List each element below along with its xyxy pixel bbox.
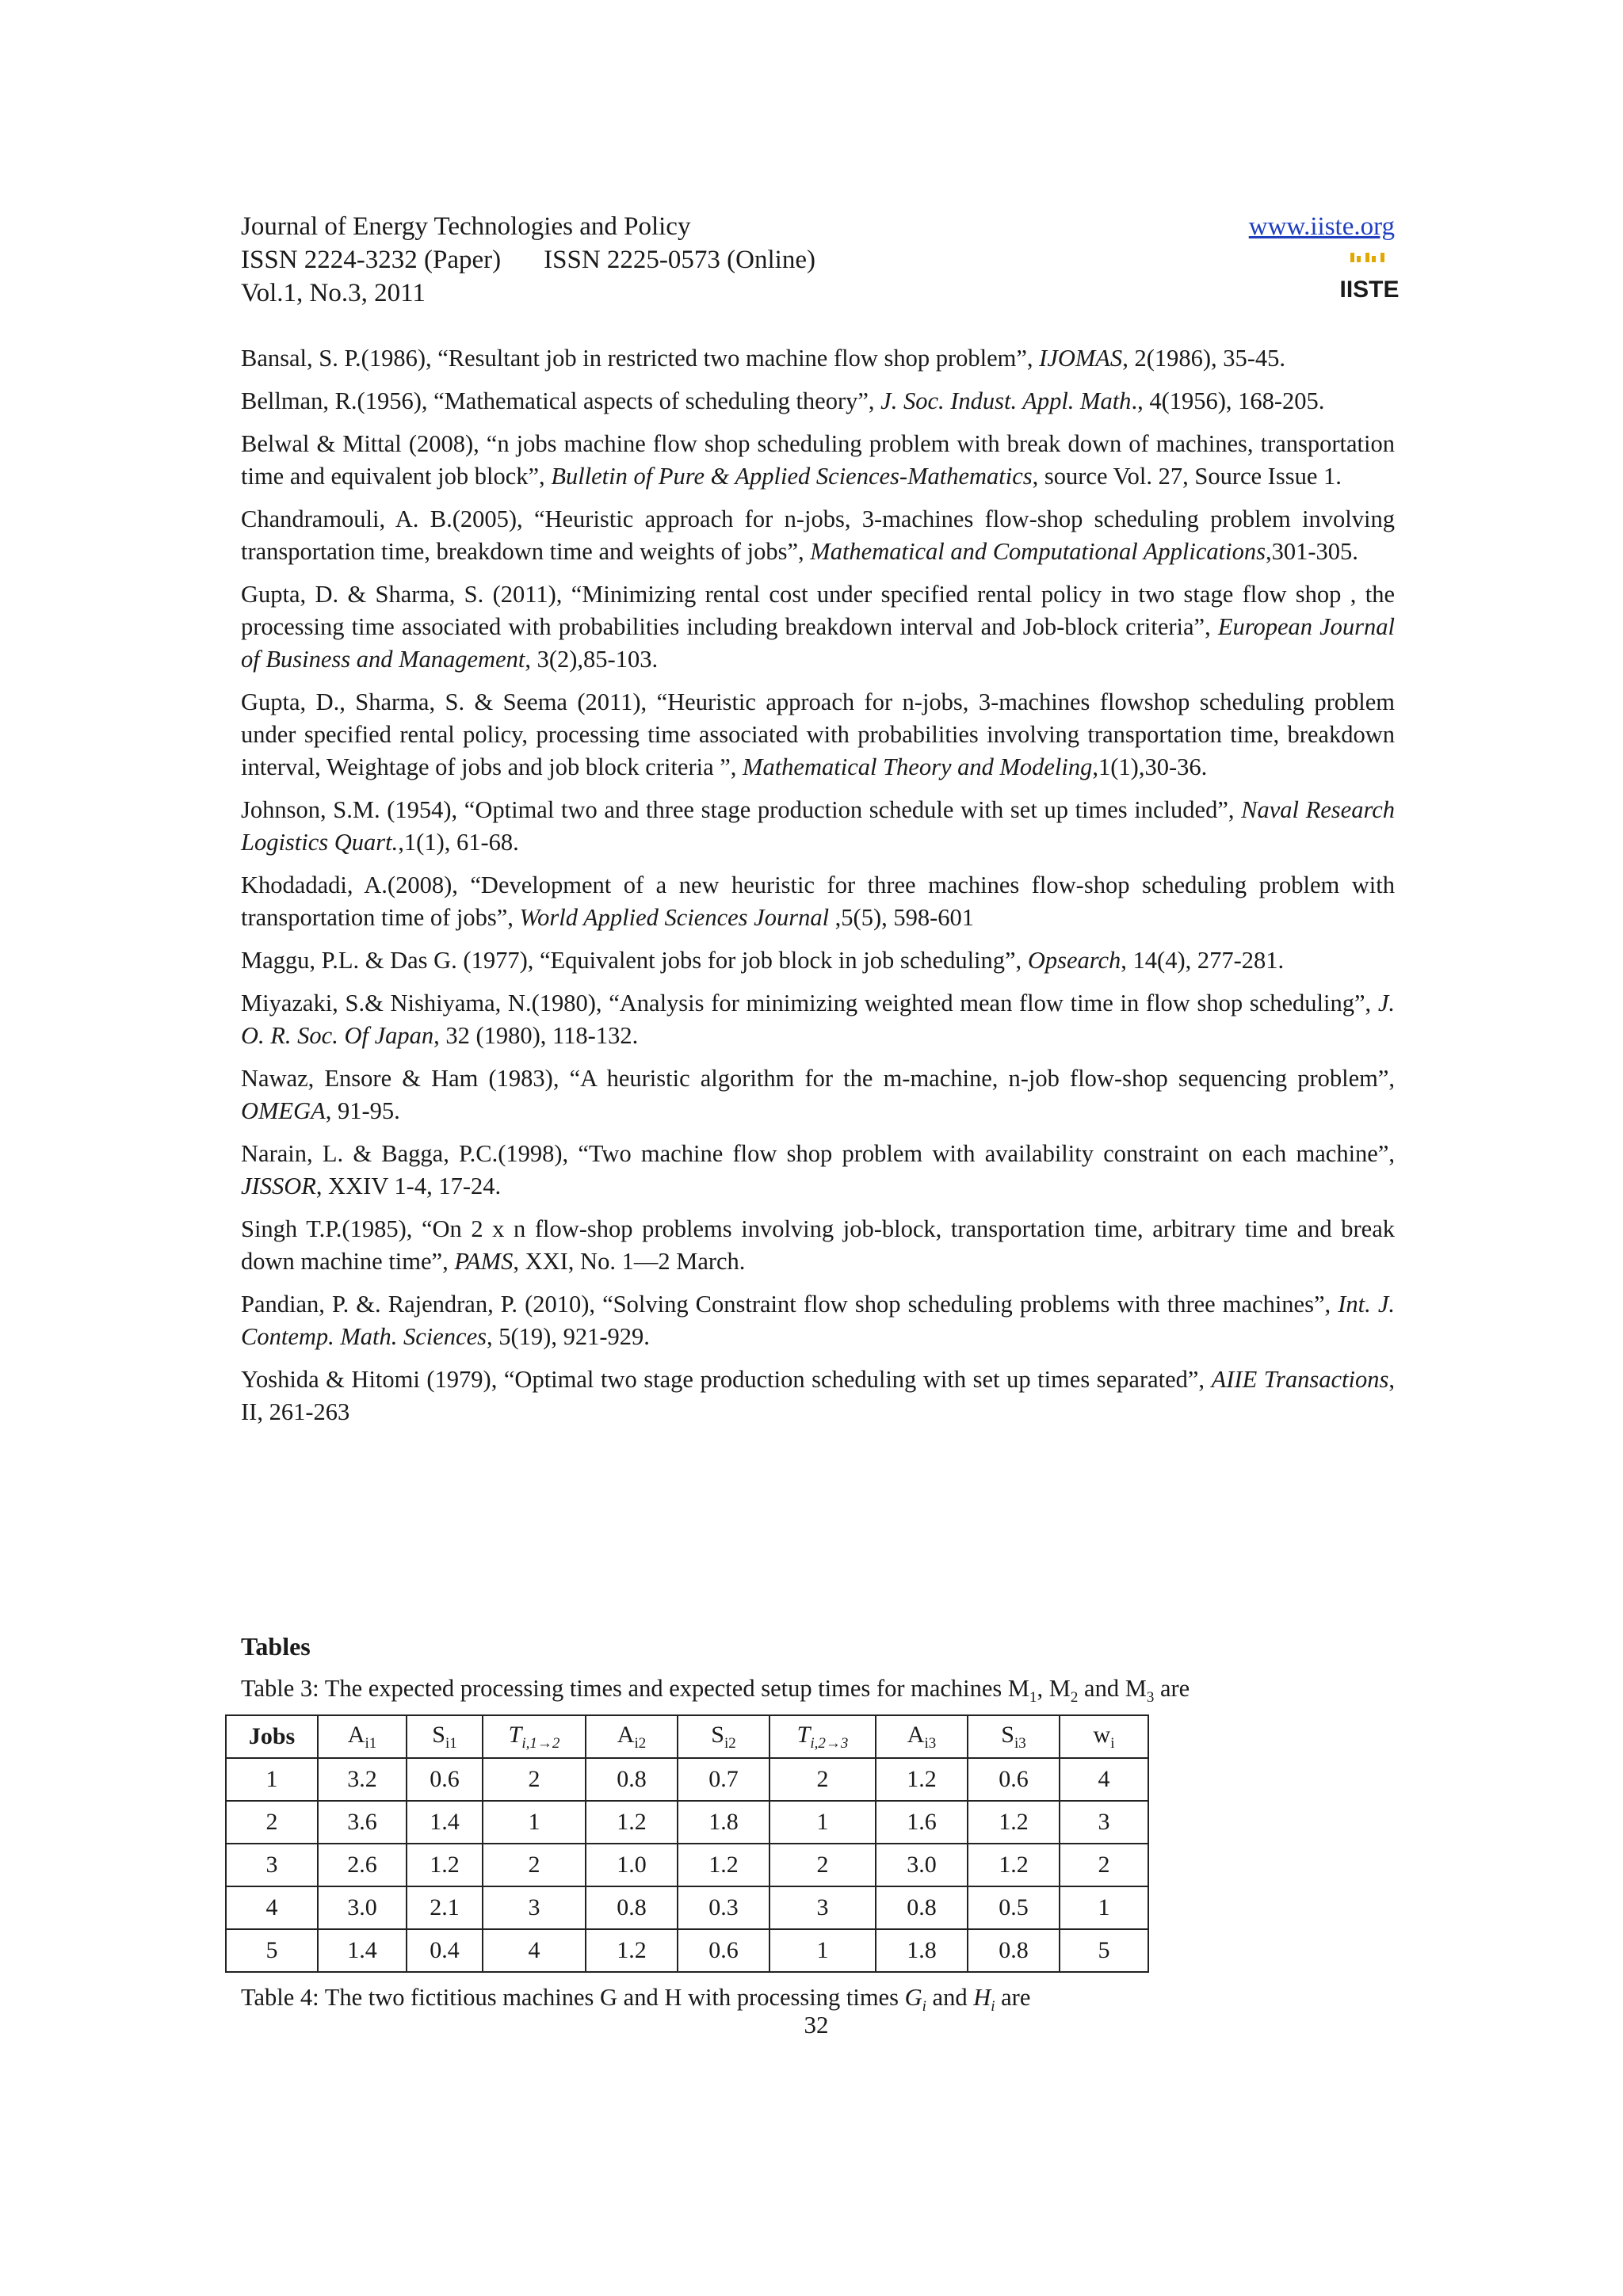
reference-text: , 91-95.	[325, 1097, 400, 1124]
table-cell: 0.5	[968, 1886, 1060, 1929]
iiste-logo	[1339, 251, 1400, 303]
header-symbol: A	[907, 1721, 925, 1748]
table3-header-cell	[968, 1715, 1060, 1758]
reference-source: Opsearch	[1027, 947, 1121, 974]
reference-text: Chandramouli, A. B.(2005), “Heuristic approach for n-jobs, 3-machines flow-shop scheduling problem involving transportation time, breakdown time and weights of jobs”,	[241, 505, 1395, 565]
reference-text: , 5(19), 921-929.	[487, 1323, 650, 1350]
reference-text: Bellman, R.(1956), “Mathematical aspects of scheduling theory”,	[241, 387, 881, 414]
table3-header-cell	[678, 1715, 769, 1758]
table-cell: 4	[226, 1886, 318, 1929]
table-cell: 5	[226, 1929, 318, 1972]
reference-source: J. O. R. Soc. Of Japan	[241, 990, 1395, 1049]
reference-text: Gupta, D. & Sharma, S. (2011), “Minimizing rental cost under specified rental policy in two stage flow shop , the processing time associated with probabilities including breakdown interval and Job-block criteria”,	[241, 581, 1395, 640]
reference-text: Nawaz, Ensore & Ham (1983), “A heuristic algorithm for the m-machine, n-job flow-shop sequencing problem”,	[241, 1065, 1395, 1092]
table3-header-cell	[876, 1715, 968, 1758]
header-subscript: i3	[924, 1734, 937, 1752]
table-cell: 1.6	[876, 1801, 968, 1844]
table3-header-cell	[1060, 1715, 1148, 1758]
reference-source: European Journal of Business and Management	[241, 613, 1395, 673]
table3-header-cell	[483, 1715, 586, 1758]
caption-text: and M	[1078, 1675, 1147, 1702]
table-cell: 1	[226, 1758, 318, 1801]
caption-subscript: i	[991, 1998, 995, 2016]
header-symbol: T	[508, 1721, 522, 1748]
table3-header-cell	[318, 1715, 407, 1758]
table-cell: 0.6	[407, 1758, 483, 1801]
header-subscript: i1	[445, 1734, 457, 1752]
reference-source: Mathematical Theory and Modeling	[743, 753, 1093, 780]
reference-item	[241, 1363, 1395, 1428]
reference-text: , XXI, No. 1—2 March.	[513, 1248, 746, 1275]
table-cell: 1.2	[968, 1801, 1060, 1844]
reference-source: OMEGA	[241, 1097, 326, 1124]
table-cell: 3.0	[318, 1886, 407, 1929]
caption-text: are	[1154, 1675, 1190, 1702]
table-cell: 1.4	[318, 1929, 407, 1972]
table-cell: 4	[1060, 1758, 1148, 1801]
table-row	[226, 1844, 1148, 1886]
caption-text: and	[926, 1984, 974, 2011]
table-cell: 0.7	[678, 1758, 769, 1801]
header-symbol: S	[432, 1721, 445, 1748]
reference-source: Naval Research Logistics Quart.	[241, 796, 1395, 856]
reference-text: Gupta, D., Sharma, S. & Seema (2011), “Heuristic approach for n-jobs, 3-machines flowshop scheduling problem under specified rental policy, processing time associated with probabilities involving transportation time, breakdown interval, Weightage of jobs and job block criteria ”,	[241, 688, 1395, 780]
header-symbol: S	[1001, 1721, 1014, 1748]
caption-text: Table 4: The two fictitious machines G and H with processing times	[241, 1984, 905, 2011]
header-symbol: A	[347, 1721, 365, 1748]
reference-text: ,1(1),30-36.	[1092, 753, 1208, 780]
table3-header-cell	[407, 1715, 483, 1758]
reference-text: Pandian, P. &. Rajendran, P. (2010), “Solving Constraint flow shop scheduling problems with three machines”,	[241, 1291, 1338, 1318]
header-subscript: i3	[1014, 1734, 1026, 1752]
table-cell: 3	[226, 1844, 318, 1886]
table-cell: 2	[483, 1758, 586, 1801]
reference-text: , 14(4), 277-281.	[1121, 947, 1285, 974]
table-cell: 3	[1060, 1801, 1148, 1844]
table-cell: 0.8	[586, 1886, 678, 1929]
table-cell: 2	[483, 1844, 586, 1886]
table-cell: 1.2	[586, 1929, 678, 1972]
table-cell: 1.2	[407, 1844, 483, 1886]
reference-text: ,5(5), 598-601	[829, 904, 975, 931]
reference-item	[241, 385, 1395, 418]
reference-text: Khodadadi, A.(2008), “Development of a new heuristic for three machines flow-shop scheduling problem with transportation time of jobs”,	[241, 871, 1395, 931]
caption-subscript: 1	[1029, 1689, 1037, 1707]
caption-text: , M	[1037, 1675, 1071, 1702]
reference-text: Singh T.P.(1985), “On 2 x n flow-shop problems involving job-block, transportation time, arbitrary time and break down machine time”,	[241, 1215, 1395, 1275]
reference-source: Bulletin of Pure & Applied Sciences-Mathematics	[551, 463, 1033, 490]
reference-text: , II, 261-263	[241, 1366, 1395, 1425]
reference-text: Belwal & Mittal (2008), “n jobs machine flow shop scheduling problem with break down of machines, transportation time and equivalent job block”,	[241, 430, 1395, 490]
table-cell: 1.2	[586, 1801, 678, 1844]
reference-source: J. Soc. Indust. Appl. Math	[880, 387, 1132, 414]
reference-text: ., 4(1956), 168-205.	[1131, 387, 1325, 414]
table-cell: 0.3	[678, 1886, 769, 1929]
header-subscript: i,1→2	[521, 1734, 560, 1752]
reference-text: , 32 (1980), 118-132.	[433, 1022, 639, 1049]
table-cell: 2.1	[407, 1886, 483, 1929]
table-cell: 3	[483, 1886, 586, 1929]
reference-item	[241, 428, 1395, 493]
reference-source: IJOMAS	[1039, 345, 1123, 372]
reference-item	[241, 1062, 1395, 1127]
header-subscript: i	[1110, 1734, 1115, 1752]
caption-text: Table 3: The expected processing times and expected setup times for machines M	[241, 1675, 1030, 1702]
table-cell: 0.8	[876, 1886, 968, 1929]
reference-source: AIIE Transactions	[1211, 1366, 1389, 1393]
table-cell: 1.2	[678, 1844, 769, 1886]
reference-item	[241, 1138, 1395, 1203]
issn-online: ISSN 2225-0573 (Online)	[544, 246, 815, 274]
table-cell: 1.4	[407, 1801, 483, 1844]
reference-source: Mathematical and Computational Applications	[810, 538, 1266, 565]
table-cell: 1	[769, 1929, 876, 1972]
reference-source: Int. J. Contemp. Math. Sciences	[241, 1291, 1395, 1350]
header-subscript: i,2→3	[810, 1734, 849, 1752]
journal-url-link[interactable]: www.iiste.org	[1248, 212, 1395, 241]
table-cell: 2	[769, 1758, 876, 1801]
reference-text: Bansal, S. P.(1986), “Resultant job in restricted two machine flow shop problem”,	[241, 345, 1040, 372]
table3-header-cell	[586, 1715, 678, 1758]
tables-heading: Tables	[241, 1632, 311, 1661]
reference-text: Maggu, P.L. & Das G. (1977), “Equivalent jobs for job block in job scheduling”,	[241, 947, 1028, 974]
header-subscript: i1	[365, 1734, 377, 1752]
table-cell: 4	[483, 1929, 586, 1972]
table-cell: 1	[483, 1801, 586, 1844]
table-cell: 1	[1060, 1886, 1148, 1929]
table3-header-cell	[226, 1715, 318, 1758]
page-number: 32	[804, 2011, 829, 2039]
table-cell: 1.2	[968, 1844, 1060, 1886]
table3	[225, 1714, 1149, 1973]
table-cell: 3.0	[876, 1844, 968, 1886]
table-cell: 0.4	[407, 1929, 483, 1972]
reference-text: ,301-305.	[1265, 538, 1358, 565]
table-row	[226, 1801, 1148, 1844]
journal-header	[241, 210, 1400, 313]
table-cell: 2	[769, 1844, 876, 1886]
reference-text: Narain, L. & Bagga, P.C.(1998), “Two machine flow shop problem with availability constraint on each machine”,	[241, 1140, 1395, 1167]
table-cell: 3	[769, 1886, 876, 1929]
reference-text: Yoshida & Hitomi (1979), “Optimal two stage production scheduling with set up times separated”,	[241, 1366, 1212, 1393]
table-cell: 2	[1060, 1844, 1148, 1886]
table3-header-cell	[769, 1715, 876, 1758]
header-subscript: i2	[634, 1734, 647, 1752]
caption-text: are	[995, 1984, 1031, 2011]
caption-subscript: 2	[1070, 1689, 1079, 1707]
table-cell: 2.6	[318, 1844, 407, 1886]
reference-text: , 2(1986), 35-45.	[1122, 345, 1286, 372]
table-cell: 1.2	[876, 1758, 968, 1801]
issn-paper: ISSN 2224-3232 (Paper)	[241, 246, 502, 274]
reference-item	[241, 503, 1395, 568]
table4-caption	[241, 1984, 1030, 2016]
table-cell: 3.2	[318, 1758, 407, 1801]
reference-source: PAMS	[454, 1248, 514, 1275]
logo-text: IISTE	[1339, 277, 1400, 303]
table3-caption	[241, 1675, 1190, 1707]
table-cell: 1	[769, 1801, 876, 1844]
caption-subscript: 3	[1146, 1689, 1155, 1707]
reference-text: Johnson, S.M. (1954), “Optimal two and three stage production schedule with set up times included”,	[241, 796, 1242, 823]
reference-source: JISSOR	[241, 1173, 316, 1199]
table-cell: 0.6	[678, 1929, 769, 1972]
issn-line	[241, 243, 815, 277]
reference-item	[241, 944, 1395, 977]
table-row	[226, 1929, 1148, 1972]
reference-text: , 3(2),85-103.	[525, 646, 659, 673]
header-symbol: A	[617, 1721, 635, 1748]
reference-item	[241, 578, 1395, 676]
table-row	[226, 1886, 1148, 1929]
table-cell: 0.8	[586, 1758, 678, 1801]
header-symbol: w	[1093, 1721, 1111, 1748]
volume-info: Vol.1, No.3, 2011	[241, 279, 426, 307]
table-cell: 3.6	[318, 1801, 407, 1844]
caption-subscript: i	[922, 1998, 926, 2016]
reference-item	[241, 342, 1395, 375]
reference-item	[241, 794, 1395, 859]
reference-text: , source Vol. 27, Source Issue 1.	[1032, 463, 1342, 490]
header-symbol: T	[796, 1721, 811, 1748]
reference-text: , XXIV 1-4, 17-24.	[315, 1173, 502, 1199]
table-cell: 2	[226, 1801, 318, 1844]
reference-text: Miyazaki, S.& Nishiyama, N.(1980), “Analysis for minimizing weighted mean flow time in flow shop scheduling”,	[241, 990, 1378, 1016]
table-cell: 1.8	[678, 1801, 769, 1844]
table-cell: 5	[1060, 1929, 1148, 1972]
reference-item	[241, 1288, 1395, 1353]
header-label: Jobs	[248, 1723, 296, 1749]
table3-header-row	[226, 1715, 1148, 1758]
header-symbol: S	[711, 1721, 724, 1748]
reference-item	[241, 987, 1395, 1052]
table-cell: 1.8	[876, 1929, 968, 1972]
references-list	[241, 342, 1395, 1439]
journal-title: Journal of Energy Technologies and Policy	[241, 212, 691, 241]
reference-source: World Applied Sciences Journal	[519, 904, 830, 931]
reference-item	[241, 869, 1395, 934]
reference-item	[241, 686, 1395, 784]
table-cell: 1.0	[586, 1844, 678, 1886]
table-cell: 0.8	[968, 1929, 1060, 1972]
reference-item	[241, 1213, 1395, 1278]
caption-italic: H	[973, 1984, 991, 2011]
reference-text: ,1(1), 61-68.	[398, 829, 519, 856]
table-row	[226, 1758, 1148, 1801]
table-cell: 0.6	[968, 1758, 1060, 1801]
caption-italic: G	[904, 1984, 922, 2011]
header-subscript: i2	[724, 1734, 736, 1752]
